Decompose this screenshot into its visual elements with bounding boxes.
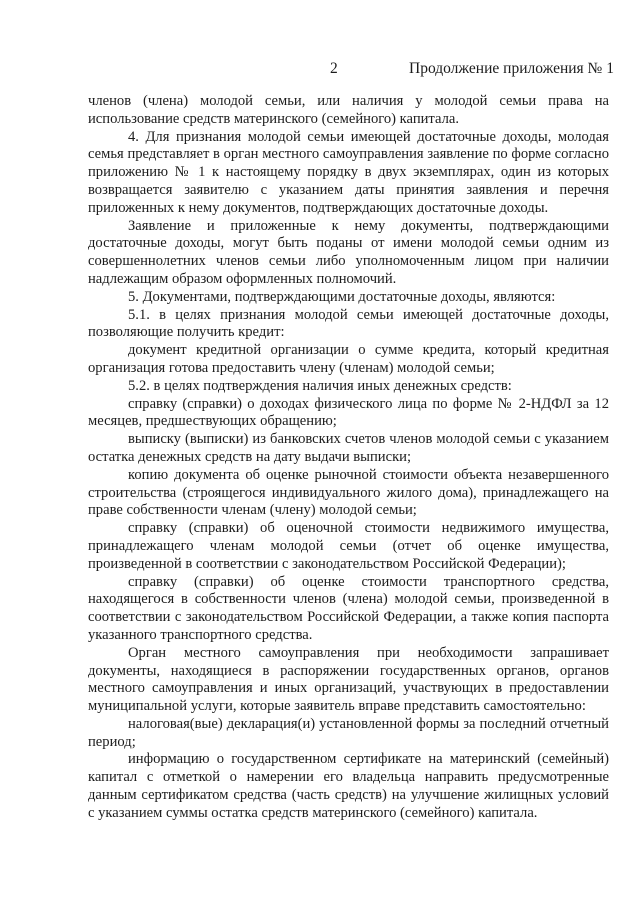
paragraph-application-submission: Заявление и приложенные к нему документы, подтверждающими достаточные доходы, могут быть поданы от имени молодой семьи одним из совершеннолетних членов семьи либо уполномоченным лицом при наличии надлежащим образом оформленных полномочий.	[88, 217, 609, 287]
paragraph-continuation: членов (члена) молодой семьи, или наличия у молодой семьи права на использование средств материнского (семейного) капитала.	[88, 93, 609, 127]
paragraph-credit-document: документ кредитной организации о сумме кредита, который кредитная организация готова предоставить члену (членам) молодой семьи;	[88, 342, 609, 376]
paragraph-property-valuation: справку (справки) об оценочной стоимости недвижимого имущества, принадлежащего членам молодой семьи (отчет об оценке имущества, произведенной в соответствии с законодательством Российской Федерации);	[88, 520, 609, 572]
paragraph-item-4: 4. Для признания молодой семьи имеющей достаточные доходы, молодая семья представляет в орган местного самоуправления заявление по форме согласно приложению № 1 к настоящему порядку в двух экземплярах, один из которых возвращается заявителю с указанием даты принятия заявления и перечня приложенных к нему документов, подтверждающих достаточные доходы.	[88, 128, 609, 216]
paragraph-construction-valuation: копию документа об оценке рыночной стоимости объекта незавершенного строительства (строящегося индивидуального жилого дома), принадлежащего на праве собственности членам (члену) молодой семьи;	[88, 466, 609, 519]
paragraph-authority-request: Орган местного самоуправления при необходимости запрашивает документы, находящиеся в распоряжении государственных органов, органов местного самоуправления и иных организаций, участвующих в предоставлении муниципальной услуги, которые заявитель вправе представить самостоятельно:	[88, 644, 609, 715]
paragraph-maternity-capital: информацию о государственном сертификате на материнский (семейный) капитал с отметкой о намерении его владельца направить предусмотренные данным сертификатом средства (часть средств) на улучшение жилищных условий с указанием суммы остатка средств материнского (семейного) капитала.	[88, 751, 609, 821]
page-number: 2	[330, 60, 338, 77]
appendix-continuation-label: Продолжение приложения № 1	[409, 60, 614, 77]
paragraph-vehicle-valuation: справку (справки) об оценке стоимости транспортного средства, находящегося в собственности членов (члена) молодой семьи, произведенной в соответствии с законодательством Российской Федерации, а также копия паспорта указанного транспортного средства.	[88, 573, 609, 643]
paragraph-income-certificate: справку (справки) о доходах физического лица по форме № 2-НДФЛ за 12 месяцев, предшествующих обращению;	[88, 395, 609, 430]
paragraph-item-5-1: 5.1. в целях признания молодой семьи имеющей достаточные доходы, позволяющие получить кредит:	[88, 306, 609, 341]
paragraph-item-5: 5. Документами, подтверждающими достаточные доходы, являются:	[128, 288, 556, 305]
paragraph-tax-declaration: налоговая(вые) декларация(и) установленной формы за последний отчетный период;	[88, 715, 609, 750]
paragraph-bank-statement: выписку (выписки) из банковских счетов членов молодой семьи с указанием остатка денежных средств на дату выдачи выписки;	[88, 431, 609, 465]
paragraph-item-5-2: 5.2. в целях подтверждения наличия иных денежных средств:	[128, 377, 512, 394]
document-body	[88, 93, 609, 823]
